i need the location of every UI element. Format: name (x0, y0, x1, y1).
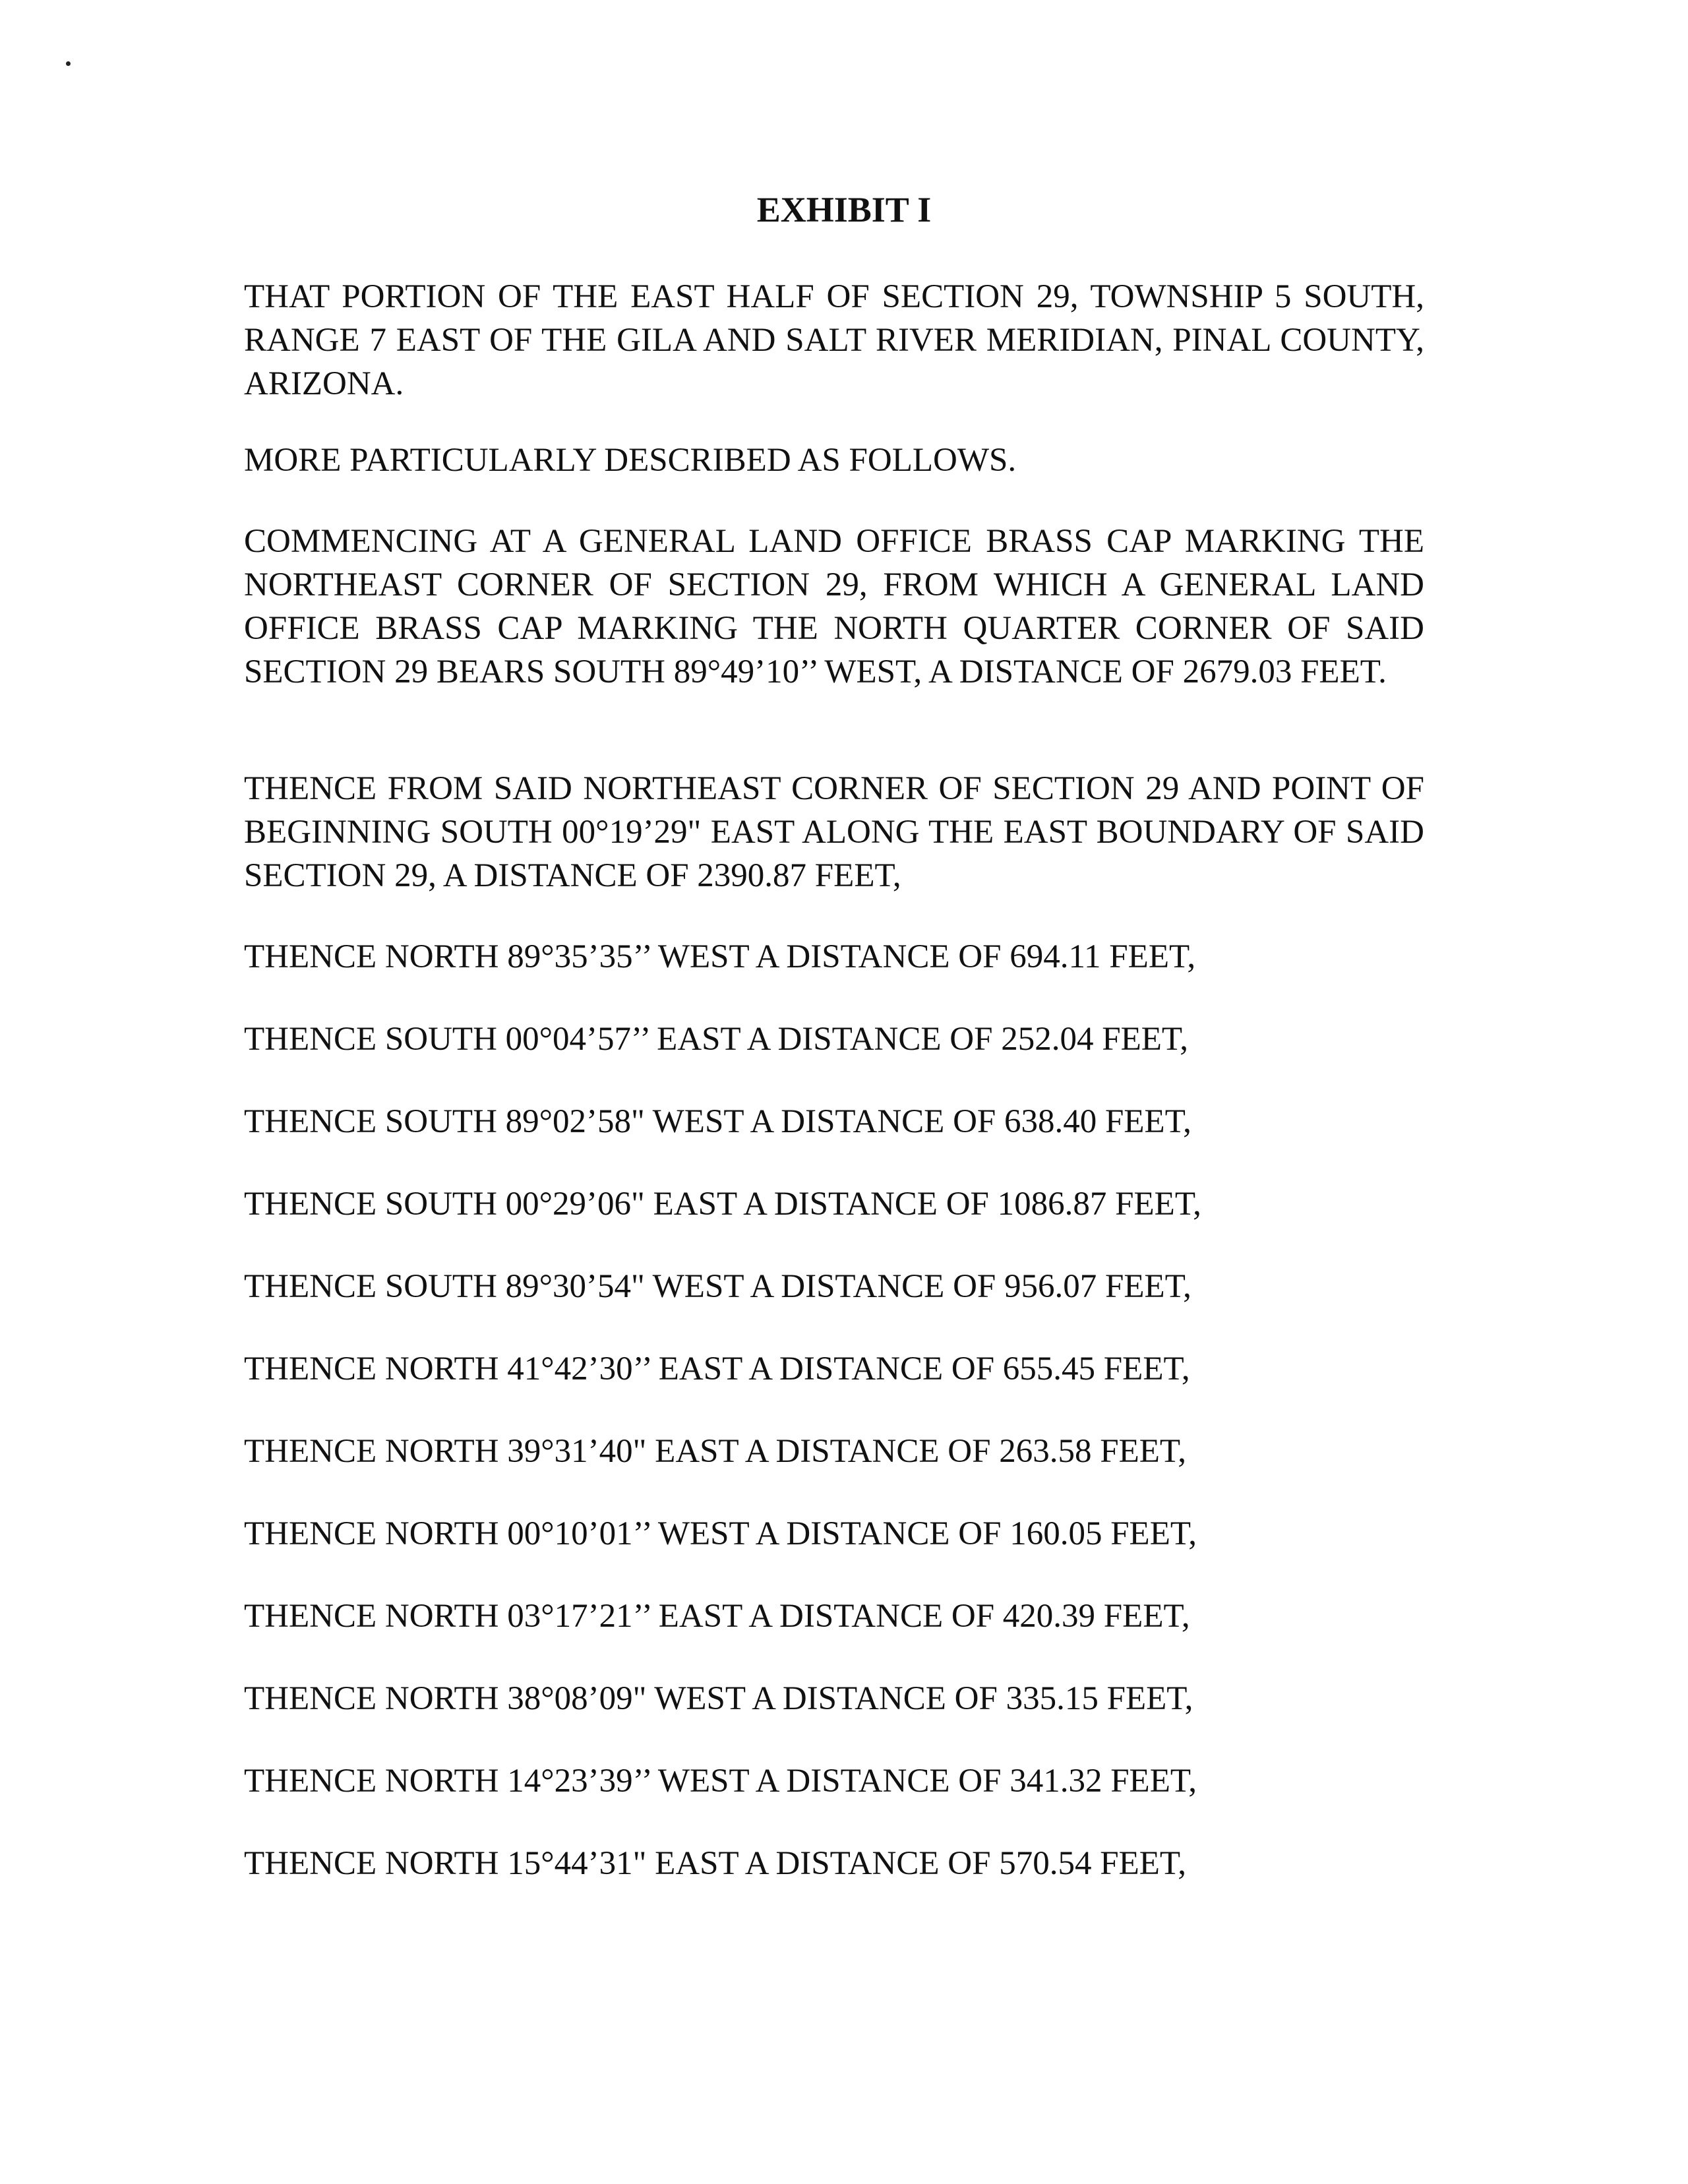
document-title: EXHIBIT I (756, 190, 932, 229)
course-line: THENCE NORTH 89°35’35’’ WEST A DISTANCE OF 694.11 FEET, (244, 938, 1196, 975)
paragraph-point-of-beginning: THENCE FROM SAID NORTHEAST CORNER OF SECTION 29 AND POINT OF BEGINNING SOUTH 00°19’29" EAST ALONG THE EAST BOUNDARY OF SAID SECTION 29, A DISTANCE OF 2390.87 FEET, (244, 770, 1424, 894)
course-line: THENCE NORTH 15°44’31" EAST A DISTANCE OF 570.54 FEET, (244, 1845, 1187, 1882)
paragraph-description-intro: MORE PARTICULARLY DESCRIBED AS FOLLOWS. (244, 442, 1017, 479)
course-line: THENCE NORTH 03°17’21’’ EAST A DISTANCE OF 420.39 FEET, (244, 1598, 1190, 1635)
course-line: THENCE NORTH 38°08’09" WEST A DISTANCE OF 335.15 FEET, (244, 1680, 1193, 1717)
course-line: THENCE NORTH 41°42’30’’ EAST A DISTANCE OF 655.45 FEET, (244, 1350, 1190, 1387)
paragraph-parcel-location: THAT PORTION OF THE EAST HALF OF SECTION 29, TOWNSHIP 5 SOUTH, RANGE 7 EAST OF THE GILA AND SALT RIVER MERIDIAN, PINAL COUNTY, ARIZONA. (244, 278, 1424, 402)
scan-speck (66, 61, 71, 66)
course-line: THENCE NORTH 14°23’39’’ WEST A DISTANCE OF 341.32 FEET, (244, 1763, 1197, 1800)
course-line: THENCE SOUTH 00°04’57’’ EAST A DISTANCE OF 252.04 FEET, (244, 1021, 1189, 1058)
course-line: THENCE NORTH 39°31’40" EAST A DISTANCE OF 263.58 FEET, (244, 1433, 1187, 1470)
paragraph-commencement: COMMENCING AT A GENERAL LAND OFFICE BRASS CAP MARKING THE NORTHEAST CORNER OF SECTION 29, FROM WHICH A GENERAL LAND OFFICE BRASS CAP MARKING THE NORTH QUARTER CORNER OF SAID SECTION 29 BEARS SOUTH 89°49’10’’ WEST, A DISTANCE OF 2679.03 FEET. (244, 523, 1424, 690)
course-line: THENCE SOUTH 00°29’06" EAST A DISTANCE OF 1086.87 FEET, (244, 1186, 1201, 1223)
course-line: THENCE NORTH 00°10’01’’ WEST A DISTANCE OF 160.05 FEET, (244, 1515, 1197, 1552)
course-line: THENCE SOUTH 89°30’54" WEST A DISTANCE OF 956.07 FEET, (244, 1268, 1191, 1305)
course-line: THENCE SOUTH 89°02’58" WEST A DISTANCE OF 638.40 FEET, (244, 1103, 1191, 1140)
